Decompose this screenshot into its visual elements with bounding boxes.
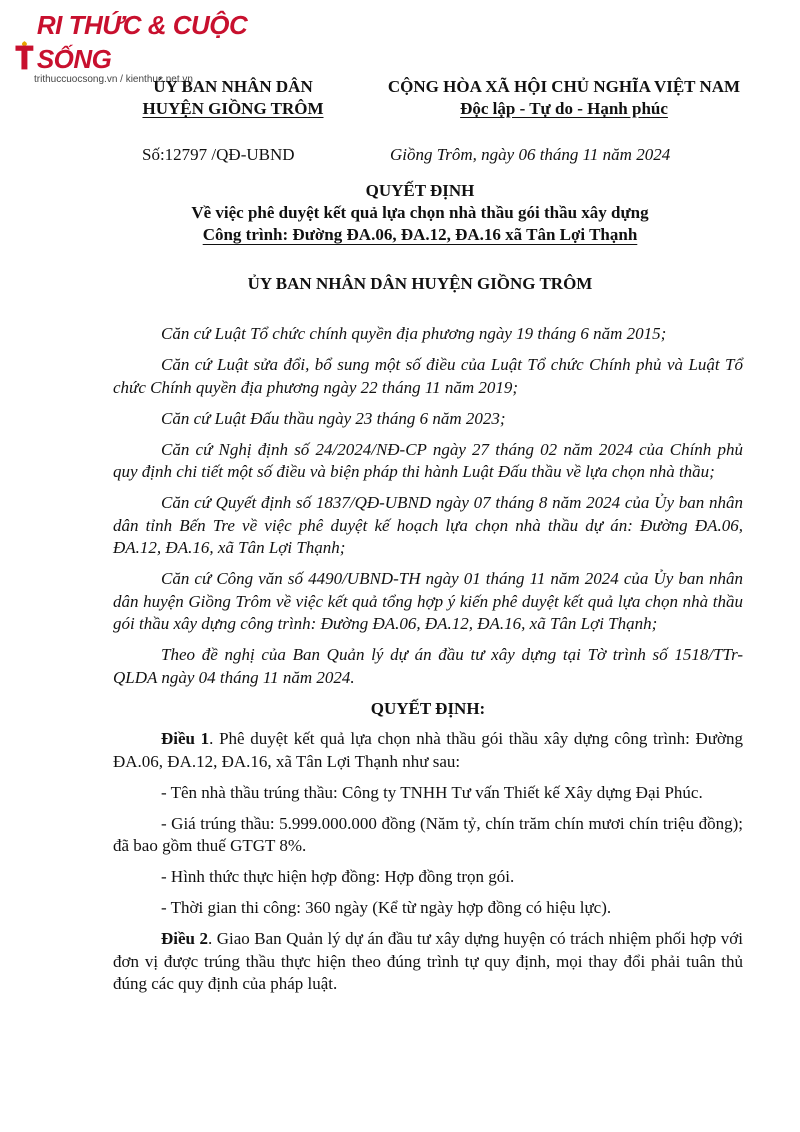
proposal-basis: Theo đề nghị của Ban Quản lý dự án đầu tư xây dựng tại Tờ trình số 1518/TTr-QLDA ngày 04 tháng 11 năm 2024. — [113, 645, 743, 687]
document-number: Số:12797 /QĐ-UBND — [142, 145, 295, 164]
article-1-item-contract-form: - Hình thức thực hiện hợp đồng: Hợp đồng trọn gói. — [161, 867, 515, 886]
document-body — [113, 323, 743, 1004]
article-2-text: . Giao Ban Quản lý dự án đầu tư xây dựng huyện có trách nhiệm phối hợp với đơn vị được trúng thầu thực hiện theo đúng trình tự quy định, mọi thay đổi phải tuân thủ đúng các quy định của pháp luật. — [113, 929, 744, 993]
document-date: Giồng Trôm, ngày 06 tháng 11 năm 2024 — [390, 145, 671, 164]
national-header — [364, 76, 764, 120]
publisher-logo[interactable] — [14, 8, 254, 85]
authority-line-1: ỦY BAN NHÂN DÂN — [153, 77, 313, 96]
article-2-label: Điều 2 — [161, 929, 208, 948]
national-title: CỘNG HÒA XÃ HỘI CHỦ NGHĨA VIỆT NAM — [387, 77, 741, 96]
national-motto: Độc lập - Tự do - Hạnh phúc — [460, 99, 668, 118]
article-2 — [113, 928, 743, 996]
logo-brand-text: RI THỨC & CUỘC SỐNG — [36, 10, 248, 74]
issuer-heading: ỦY BAN NHÂN DÂN HUYỆN GIỒNG TRÔM — [247, 274, 593, 293]
article-1 — [113, 728, 743, 773]
legal-basis-6: Căn cứ Công văn số 4490/UBND-TH ngày 01 tháng 11 năm 2024 của Ủy ban nhân dân huyện Giồng Trôm về việc kết quả tổng hợp ý kiến phê duyệt kết quả lựa chọn nhà thầu gói thầu xây dựng công trình: Đường ĐA.06, ĐA.12, ĐA.16, xã Tân Lợi Thạnh; — [113, 569, 743, 633]
article-1-item-price: - Giá trúng thầu: 5.999.000.000 đồng (Năm tỷ, chín trăm chín mươi chín triệu đồng); đã bao gồm thuế GTGT 8%. — [113, 813, 743, 855]
title-line-1: QUYẾT ĐỊNH — [365, 181, 475, 200]
document-title — [100, 180, 740, 246]
issuing-authority — [112, 76, 354, 120]
article-1-item-contractor: - Tên nhà thầu trúng thầu: Công ty TNHH Tư vấn Thiết kế Xây dựng Đại Phúc. — [161, 782, 703, 802]
title-line-2: Về việc phê duyệt kết quả lựa chọn nhà thầu gói thầu xây dựng — [191, 203, 649, 222]
title-line-3: Công trình: Đường ĐA.06, ĐA.12, ĐA.16 xã Tân Lợi Thạnh — [202, 225, 638, 244]
legal-basis-2: Căn cứ Luật sửa đổi, bổ sung một số điều của Luật Tổ chức Chính phủ và Luật Tổ chức Chính quyền địa phương ngày 22 tháng 11 năm 2019; — [113, 355, 743, 397]
authority-line-2: HUYỆN GIỒNG TRÔM — [142, 99, 324, 118]
legal-basis-3: Căn cứ Luật Đấu thầu ngày 23 tháng 6 năm 2023; — [161, 408, 506, 428]
torch-t-icon — [14, 36, 35, 76]
article-1-label: Điều 1 — [161, 729, 210, 748]
legal-basis-4: Căn cứ Nghị định số 24/2024/NĐ-CP ngày 27 tháng 02 năm 2024 của Chính phủ quy định chi tiết một số điều và biện pháp thi hành Luật Đấu thầu về lựa chọn nhà thầu; — [113, 439, 743, 481]
legal-basis-5: Căn cứ Quyết định số 1837/QĐ-UBND ngày 07 tháng 8 năm 2024 của Ủy ban nhân dân tỉnh Bến Tre về việc phê duyệt kế hoạch lựa chọn nhà thầu dự án: Đường ĐA.06, ĐA.12, ĐA.16, xã Tân Lợi Thạnh; — [113, 493, 743, 557]
decision-heading: QUYẾT ĐỊNH: — [370, 698, 486, 718]
article-1-item-duration: - Thời gian thi công: 360 ngày (Kể từ ngày hợp đồng có hiệu lực). — [161, 898, 612, 917]
article-1-text: . Phê duyệt kết quả lựa chọn nhà thầu gói thầu xây dựng công trình: Đường ĐA.06, ĐA.12, ĐA.16, xã Tân Lợi Thạnh như sau: — [113, 729, 743, 771]
legal-basis-1: Căn cứ Luật Tổ chức chính quyền địa phương ngày 19 tháng 6 năm 2015; — [161, 324, 667, 343]
logo-sub-text: trithuccuocsong.vn / kienthuc.net.vn — [34, 74, 193, 85]
